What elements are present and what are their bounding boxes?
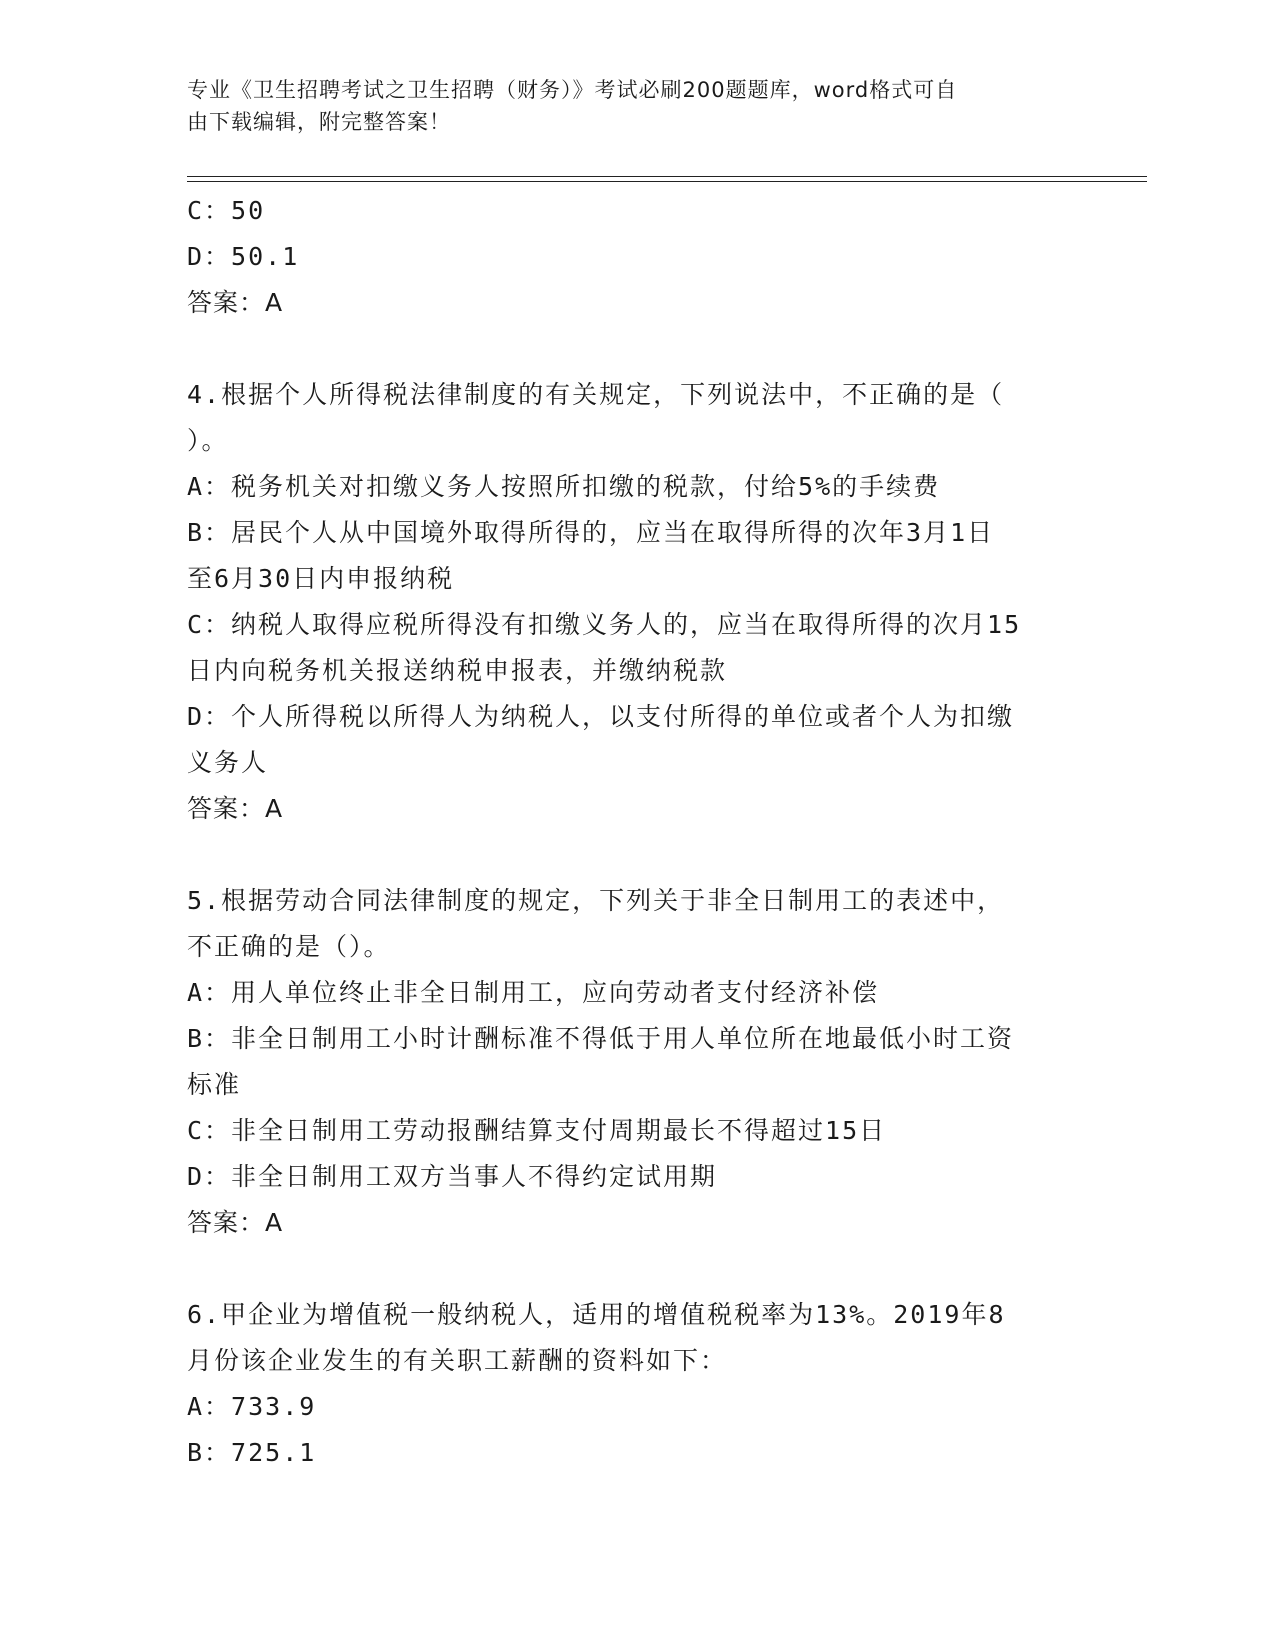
q5-option-a: A：用人单位终止非全日制用工，应向劳动者支付经济补偿 <box>187 978 880 1007</box>
header-line-1: 专业《卫生招聘考试之卫生招聘（财务）》考试必刷200题题库，word格式可自 <box>187 78 958 102</box>
header-divider-top <box>187 176 1147 177</box>
question-spacer <box>187 832 1087 878</box>
question-6 <box>187 1292 1087 1476</box>
question-5 <box>187 878 1087 1246</box>
q5-stem-line-1: 5.根据劳动合同法律制度的规定，下列关于非全日制用工的表述中， <box>187 886 1005 915</box>
q4-option-d-line-1: D：个人所得税以所得人为纳税人，以支付所得的单位或者个人为扣缴 <box>187 702 1015 731</box>
q6-stem-line-1: 6.甲企业为增值税一般纳税人，适用的增值税税率为13%。2019年8 <box>187 1300 1006 1329</box>
q5-option-b-line-1: B：非全日制用工小时计酬标准不得低于用人单位所在地最低小时工资 <box>187 1024 1015 1053</box>
q4-option-b-line-1: B：居民个人从中国境外取得所得的，应当在取得所得的次年3月1日 <box>187 518 995 547</box>
q4-option-b-line-2: 至6月30日内申报纳税 <box>187 564 455 593</box>
q5-option-b-line-2: 标准 <box>187 1070 242 1099</box>
question-spacer <box>187 1246 1087 1292</box>
q6-option-b: B：725.1 <box>187 1438 317 1467</box>
q3-answer: 答案：A <box>187 288 284 317</box>
q4-option-a: A：税务机关对扣缴义务人按照所扣缴的税款，付给5%的手续费 <box>187 472 941 501</box>
header-divider-bottom <box>187 181 1147 182</box>
q5-answer: 答案：A <box>187 1208 284 1237</box>
q5-option-d: D：非全日制用工双方当事人不得约定试用期 <box>187 1162 718 1191</box>
q4-stem-line-1: 4.根据个人所得税法律制度的有关规定，下列说法中，不正确的是（ <box>187 380 1005 409</box>
q6-stem-line-2: 月份该企业发生的有关职工薪酬的资料如下： <box>187 1346 728 1375</box>
q3-option-d: D：50.1 <box>187 242 300 271</box>
q5-stem-line-2: 不正确的是（）。 <box>187 932 391 961</box>
q4-option-c-line-1: C：纳税人取得应税所得没有扣缴义务人的，应当在取得所得的次月15 <box>187 610 1022 639</box>
q3-option-c: C：50 <box>187 196 266 225</box>
question-4 <box>187 372 1087 832</box>
q4-stem-line-2: ）。 <box>187 426 229 455</box>
q5-option-c: C：非全日制用工劳动报酬结算支付周期最长不得超过15日 <box>187 1116 887 1145</box>
question-3 <box>187 188 1087 326</box>
header-line-2: 由下载编辑，附完整答案！ <box>187 110 451 134</box>
document-header <box>187 74 1087 138</box>
question-spacer <box>187 326 1087 372</box>
q4-answer: 答案：A <box>187 794 284 823</box>
q4-option-c-line-2: 日内向税务机关报送纳税申报表，并缴纳税款 <box>187 656 728 685</box>
q4-option-d-line-2: 义务人 <box>187 748 269 777</box>
question-content <box>187 188 1087 1476</box>
q6-option-a: A：733.9 <box>187 1392 317 1421</box>
